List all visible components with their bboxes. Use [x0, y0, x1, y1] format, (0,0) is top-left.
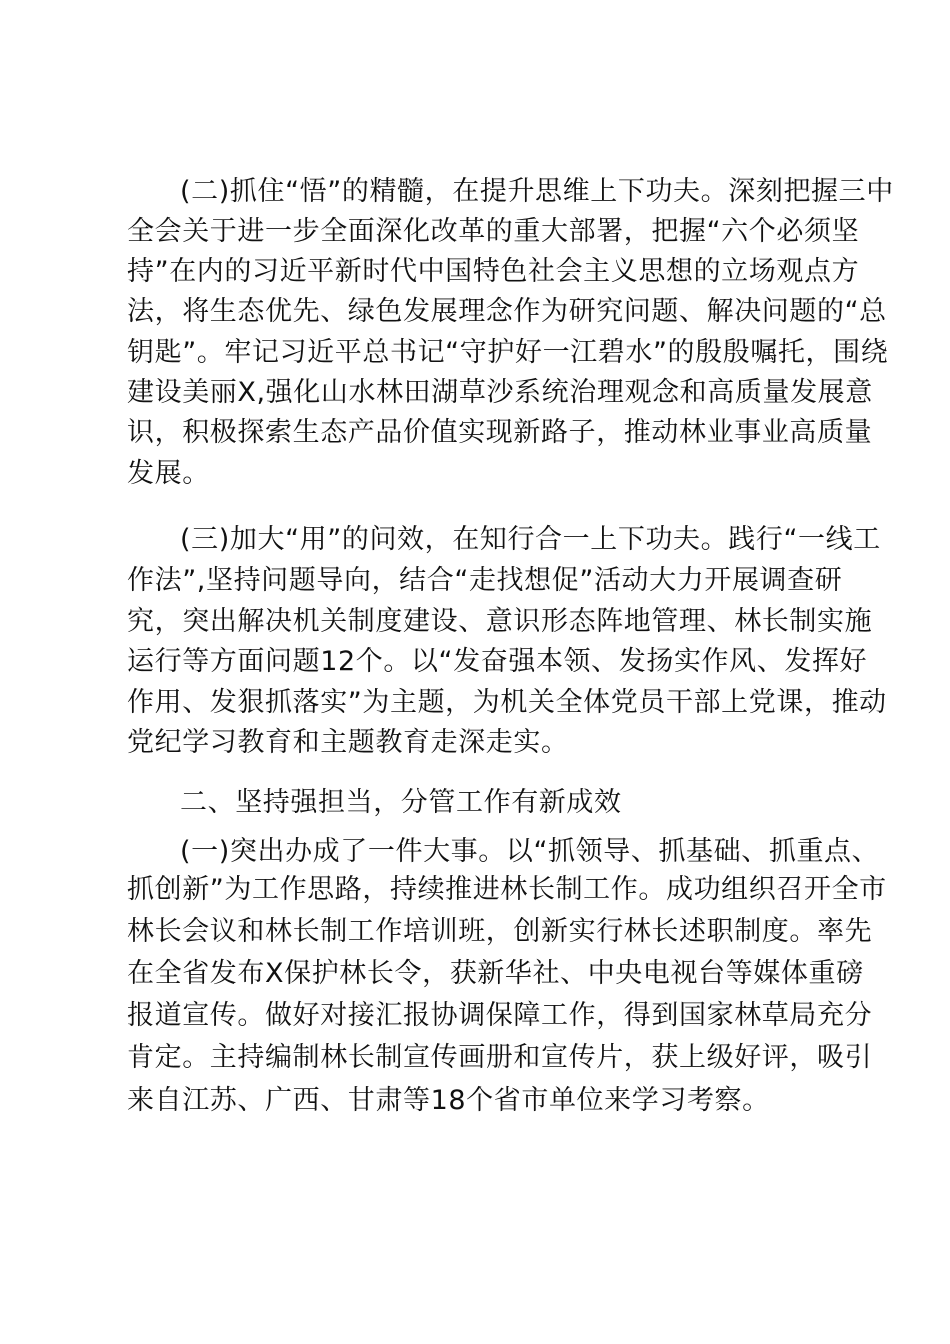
paragraph-2-line-3: 持”在内的习近平新时代中国特色社会主义思想的立场观点方 — [127, 256, 860, 287]
paragraph-3-line-1: (三)加大“用”的问效，在知行合一上下功夫。践行“一线工 — [180, 524, 881, 555]
paragraph-2-line-8: 发展。 — [127, 458, 210, 489]
paragraph-3-line-5: 作用、发狠抓落实”为主题，为机关全体党员干部上党课，推动 — [127, 687, 887, 718]
paragraph-4-line-2: 抓创新”为工作思路，持续推进林长制工作。成功组织召开全市 — [127, 874, 887, 905]
paragraph-4-line-1: (一)突出办成了一件大事。以“抓领导、抓基础、抓重点、 — [180, 836, 880, 867]
paragraph-2-line-1: (二)抓住“悟”的精髓，在提升思维上下功夫。深刻把握三中 — [180, 176, 894, 207]
paragraph-2-line-2: 全会关于进一步全面深化改革的重大部署，把握“六个必须坚 — [127, 216, 860, 247]
paragraph-3-line-2: 作法”,坚持问题导向，结合“走找想促”活动大力开展调查研 — [127, 565, 843, 596]
paragraph-2-line-7: 识，积极探索生态产品价值实现新路子，推动林业事业高质量 — [127, 417, 873, 448]
paragraph-4-line-3: 林长会议和林长制工作培训班，创新实行林长述职制度。率先 — [127, 916, 873, 947]
paragraph-4-line-5: 报道宣传。做好对接汇报协调保障工作，得到国家林草局充分 — [127, 1000, 873, 1031]
paragraph-3-line-4: 运行等方面问题12个。以“发奋强本领、发扬实作风、发挥好 — [127, 646, 868, 677]
paragraph-4-line-4: 在全省发布X保护林长令，获新华社、中央电视台等媒体重磅 — [127, 958, 864, 989]
paragraph-4-line-7: 来自江苏、广西、甘肃等18个省市单位来学习考察。 — [127, 1085, 770, 1116]
paragraph-2-line-6: 建设美丽X,强化山水林田湖草沙系统治理观念和高质量发展意 — [127, 377, 873, 408]
paragraph-4-line-6: 肯定。主持编制林长制宣传画册和宣传片，获上级好评，吸引 — [127, 1042, 873, 1073]
paragraph-2-line-5: 钥匙”。牢记习近平总书记“守护好一江碧水”的殷殷嘱托，围绕 — [127, 337, 889, 368]
paragraph-3-line-6: 党纪学习教育和主题教育走深走实。 — [127, 727, 569, 758]
paragraph-2-line-4: 法，将生态优先、绿色发展理念作为研究问题、解决问题的“总 — [127, 296, 887, 327]
paragraph-3-line-3: 究，突出解决机关制度建设、意识形态阵地管理、林长制实施 — [127, 606, 873, 637]
section-heading: 二、坚持强担当，分管工作有新成效 — [180, 787, 622, 818]
